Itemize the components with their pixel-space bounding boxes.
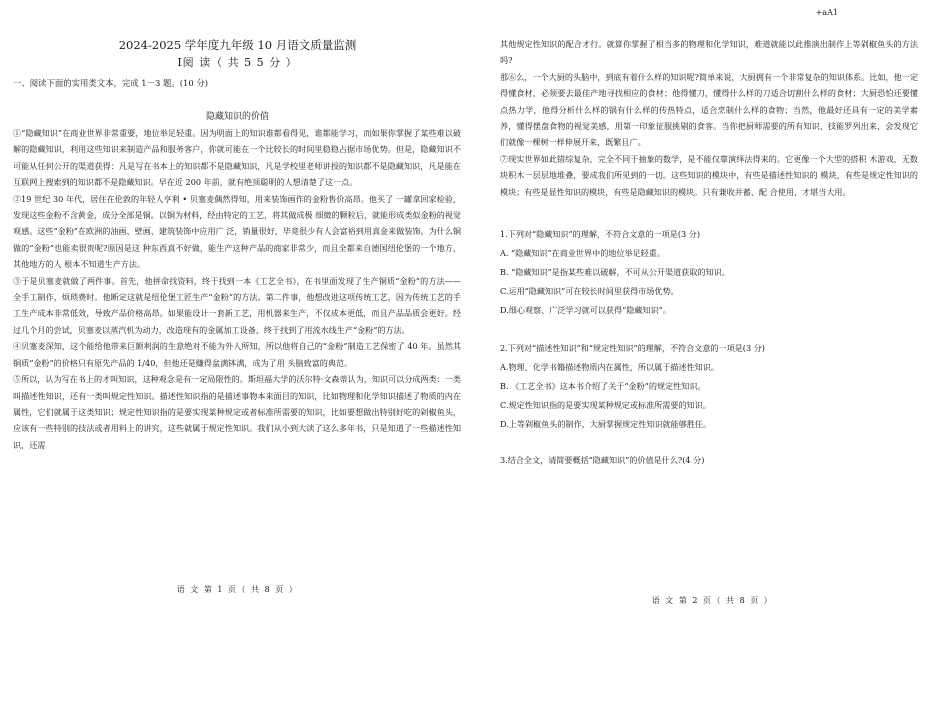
paragraph-7: ⑦现实世界如此错综复杂，完全不同于抽象的数学，是不能仅靠演绎法得来的。它更像一个大型的搭积 木游戏，无数块积木一层层地堆叠，要成我们所见到的一切。这些知识的模块中，有些是描述性知识的 模块，有些是规定性知识的模块；有些是显性知识的模块，有些是隐藏知识的模块。只有兼收并蓄、配 合使用，才堪当大用。 [500, 153, 918, 197]
paragraph-5-cont: 其他规定性知识的配合才行。就算你掌握了相当多的物理和化学知识，难道就能以此推演出制作上等剁椒鱼头的方法吗? [500, 39, 918, 66]
paragraph-2: ②19 世纪 30 年代，居住在伦敦的年轻人亨利 • 贝塞麦偶然得知，用来装饰画作的金粉售价高昂。他买了 一罐拿回家检验，发现这些金粉不含黄金，成分全部是铜。以铜为材料，经由特定的工艺，将其做成极 细微的颗粒后，就能形成类似金粉的视觉观感。这些“金粉”在欧洲的油画、壁画、建筑装饰中应用广 泛，销量很好，毕竟很少有人会富裕到用真金来做装饰。为什么铜做的“金粉”也能卖很贵呢?原因是这 种东西真不好做，能生产这种产品的商家非常少，而且全都来自德国纽伦堡的一个地方，其他地方的人 根本不知道生产方法。 [13, 193, 461, 270]
question-3 [500, 451, 920, 470]
option-b: B. 《工艺全书》这本书介绍了关于“金粉”的规定性知识。 [500, 381, 706, 391]
option-d: D.细心观察、广泛学习就可以获得“隐藏知识”。 [500, 305, 671, 315]
right-page [475, 0, 950, 713]
corner-code: +aA1 [815, 8, 838, 17]
reading-instruction: 一、阅读下面的实用类文本，完成 1－3 题。(10 分) [13, 78, 208, 88]
page-footer-left: 语 文 第 1 页（ 共 8 页 ） [176, 585, 299, 594]
paragraph-5: ⑤所以，认为写在书上的才叫知识，这种观念是有一定局限性的。斯坦福大学的沃尔特·文森蒂认为，知识可以分成两类：一类叫描述性知识，还有一类叫规定性知识。描述性知识指的是描述事物本来面目的知识，比如物理和化学知识描述了物质的内在属性，它们就属于这类知识；规定性知识指的是要实现某种规定或者标准所需要的知识，比如要想做出特别好吃的剁椒鱼头，应该有一些特别的技法或者用料上的讲究，这些就属于规定性知识。我们从小到大读了这么多年书，只是知道了一些描述性知识，还需 [13, 374, 461, 450]
page-footer-right: 语 文 第 2 页（ 共 8 页 ） [651, 596, 774, 605]
question-stem: 2.下列对“描述性知识”和“规定性知识”的理解，不符合文意的一项是(3 分) [500, 343, 765, 353]
paragraph-4: ④贝塞麦深知，这个能给他带来巨额利润的生意绝对不能为外人所知，所以他将自己的“金粉”制造工艺保密了 40 年。虽然其铜质“金粉”的价格只有原先产品的 1/40，但他还是赚得盆满钵满，成为了用 头脑致富的典范。 [13, 341, 461, 368]
question-1 [500, 225, 920, 320]
exam-title: 2024-2025 学年度九年级 10 月语文质量监测 [118, 38, 357, 52]
option-a: A. “隐藏知识”在商业世界中的地位举足轻重。 [500, 248, 665, 258]
question-stem: 1.下列对“隐藏知识”的理解，不符合文意的一项是(3 分) [500, 229, 701, 239]
section-title: Ⅰ阅 读（ 共 5 5 分 ） [177, 56, 298, 69]
paragraph-1: ①“隐藏知识”在商业世界非常重要，地位举足轻重。因为明面上的知识谁都看得见，谁都能学习，而如果你掌握了某些难以破解的隐藏知识，利用这些知识来制造产品和服务客户，你就可能在一个比较长的时间里稳稳占据市场优势。但是，隐藏知识不可能从任何公开的渠道获得：凡是写在书本上的知识都不是隐藏知识，凡是学校里老师讲授的知识都不是隐藏知识，凡是能在互联网上搜索到的知识都不是隐藏知识。早在近 200 年前，就有绝顶聪明的人想清楚了这一点。 [13, 128, 461, 188]
question-stem: 3.结合全文，请简要概括“隐藏知识”的价值是什么?(4 分) [500, 455, 705, 465]
passage-body-right [500, 36, 918, 200]
option-a: A.物理、化学书籍描述物质内在属性，所以属于描述性知识。 [500, 362, 719, 372]
paragraph-6: 那⑥么，一个大厨的头脑中，到底有着什么样的知识呢?简单来说，大厨拥有一个非常复杂的知识体系。比如，他一定得懂食材，必须要去最佳产地寻找相应的食材；他得懂刀，懂得什么样的刀适合切割什么样的食材；大厨恐怕还要懂点热力学，他得分析什么样的锅有什么样的传热特点，适合烹制什么样的食物；当然，他最好还具有一定的美学素养，懂得摆盘食物的视觉美感，用第一印象征服挑剔的食客。当你把厨师需要的所有知识、技能罗列出来，会发现它们就像一棵树一样伸展开来，既繁且广。 [500, 71, 918, 148]
option-b: B. “隐藏知识”是指某些难以破解，不可从公开渠道获取的知识。 [500, 267, 730, 277]
question-2 [500, 339, 920, 434]
option-c: C.规定性知识指的是要实现某种规定或标准所需要的知识。 [500, 400, 711, 410]
option-c: C.运用“隐藏知识”可在较长时间里获得市场优势。 [500, 286, 679, 296]
option-d: D.上等剁椒鱼头的制作，大厨掌握规定性知识就能够胜任。 [500, 419, 712, 429]
paragraph-3: ③于是贝塞麦就做了两件事。首先，他拼命找资料，终于找到一本《工艺全书》，在书里面发现了生产铜质“金粉”的方法——全手工制作，烦琐费时。他断定这就是纽伦堡工匠生产“金粉”的方法。第二件事，他想改进这项传统工艺，因为传统工艺的手工生产成本非常低效，导致产品价格高昂。如果能设计一套新工艺，用机器来生产，不仅成本更低，而且产品品质会更好。经过几个月的尝试，贝塞麦以蒸汽机为动力，改造现有的金属加工设备，终于找到了用流水线生产“金粉”的方法。 [13, 275, 461, 335]
passage-title: 隐藏知识的价值 [205, 112, 269, 122]
passage-body-left [13, 125, 461, 453]
